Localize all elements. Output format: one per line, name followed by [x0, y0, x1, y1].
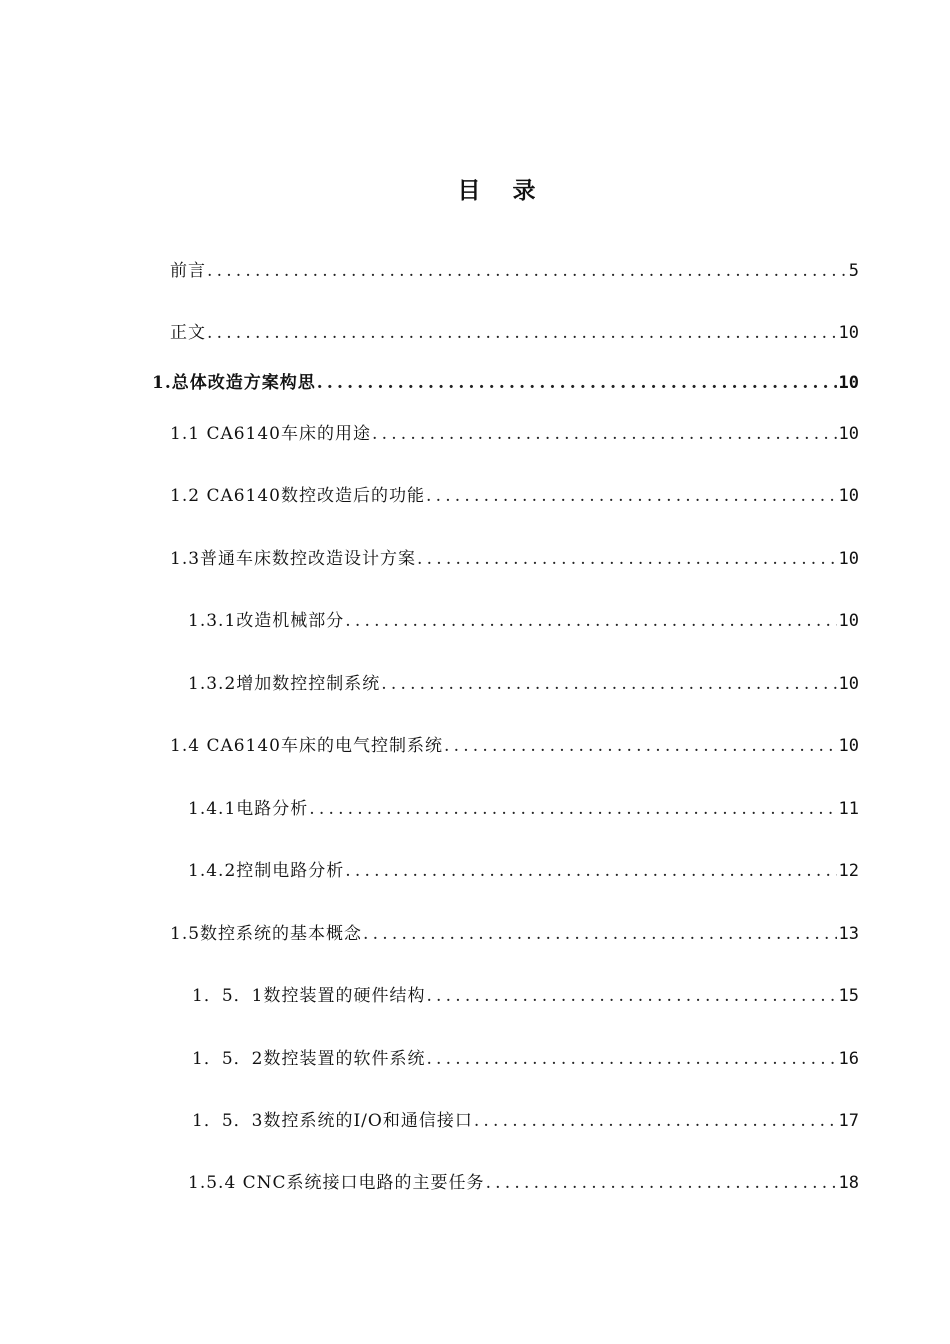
toc-entry-label: 1.4 CA6140车床的电气控制系统	[170, 736, 443, 756]
toc-entry-1-5-2[interactable]	[192, 1044, 859, 1069]
toc-entry-preface[interactable]	[170, 256, 859, 281]
toc-dot-leader	[317, 373, 837, 393]
toc-entry-label: 前言	[170, 261, 206, 281]
toc-entry-main-text[interactable]	[170, 318, 859, 343]
toc-page-number: 11	[838, 799, 859, 819]
toc-title: 目 录	[457, 178, 548, 204]
toc-entry-chapter-1[interactable]	[152, 368, 859, 393]
toc-dot-leader	[426, 986, 836, 1006]
toc-page-number: 10	[838, 486, 859, 506]
toc-page-number: 18	[838, 1173, 859, 1193]
toc-dot-leader	[417, 549, 836, 569]
toc-entry-1-5-3[interactable]	[192, 1106, 859, 1131]
toc-entry-label: 1.2 CA6140数控改造后的功能	[170, 486, 425, 506]
toc-entry-label: 1.5.4 CNC系统接口电路的主要任务	[188, 1173, 485, 1193]
toc-dot-leader	[345, 611, 836, 631]
toc-page-number: 10	[838, 373, 859, 393]
toc-entry-label: 1.3普通车床数控改造设计方案	[170, 549, 417, 569]
toc-page-number: 5	[848, 261, 859, 281]
toc-entry-label: 1.5数控系统的基本概念	[170, 924, 363, 944]
toc-dot-leader	[363, 924, 836, 944]
toc-entry-1-4-2[interactable]	[188, 856, 859, 881]
toc-page-number: 10	[838, 611, 859, 631]
toc-entry-1-4[interactable]	[170, 731, 859, 756]
toc-entry-label: 1.总体改造方案构思	[152, 373, 316, 393]
toc-page-number: 10	[838, 674, 859, 694]
toc-entry-1-5-1[interactable]	[192, 981, 859, 1006]
toc-dot-leader	[309, 799, 836, 819]
toc-dot-leader	[474, 1111, 837, 1131]
toc-entry-label: 正文	[170, 323, 206, 343]
toc-dot-leader	[207, 323, 837, 343]
toc-page-number: 17	[838, 1111, 859, 1131]
toc-dot-leader	[207, 261, 847, 281]
toc-entry-label: 1．5．2数控装置的软件系统	[192, 1049, 426, 1069]
toc-page-number: 10	[838, 424, 859, 444]
toc-entry-label: 1.3.2增加数控控制系统	[188, 674, 381, 694]
toc-dot-leader	[426, 1049, 836, 1069]
toc-page-number: 13	[838, 924, 859, 944]
toc-entry-label: 1．5．3数控系统的I/O和通信接口	[192, 1111, 473, 1131]
toc-entry-label: 1.3.1改造机械部分	[188, 611, 345, 631]
toc-entry-label: 1.4.2控制电路分析	[188, 861, 345, 881]
toc-entry-1-5[interactable]	[170, 919, 859, 944]
toc-entry-1-3-1[interactable]	[188, 606, 859, 631]
toc-entry-1-4-1[interactable]	[188, 794, 859, 819]
toc-entry-1-3[interactable]	[170, 544, 859, 569]
toc-entry-1-1[interactable]	[170, 419, 859, 444]
toc-dot-leader	[381, 674, 836, 694]
toc-entry-1-3-2[interactable]	[188, 669, 859, 694]
toc-page-number: 16	[838, 1049, 859, 1069]
toc-page-number: 10	[838, 549, 859, 569]
toc-dot-leader	[444, 736, 837, 756]
toc-dot-leader	[426, 486, 837, 506]
toc-entry-label: 1.1 CA6140车床的用途	[170, 424, 371, 444]
toc-entry-label: 1．5．1数控装置的硬件结构	[192, 986, 426, 1006]
toc-entry-1-5-4[interactable]	[188, 1168, 859, 1193]
toc-dot-leader	[486, 1173, 837, 1193]
toc-page-number: 12	[838, 861, 859, 881]
toc-entry-1-2[interactable]	[170, 481, 859, 506]
toc-page-number: 10	[838, 736, 859, 756]
toc-entry-label: 1.4.1电路分析	[188, 799, 309, 819]
toc-dot-leader	[345, 861, 836, 881]
toc-page-number: 10	[838, 323, 859, 343]
toc-dot-leader	[372, 424, 837, 444]
toc-page-number: 15	[838, 986, 859, 1006]
